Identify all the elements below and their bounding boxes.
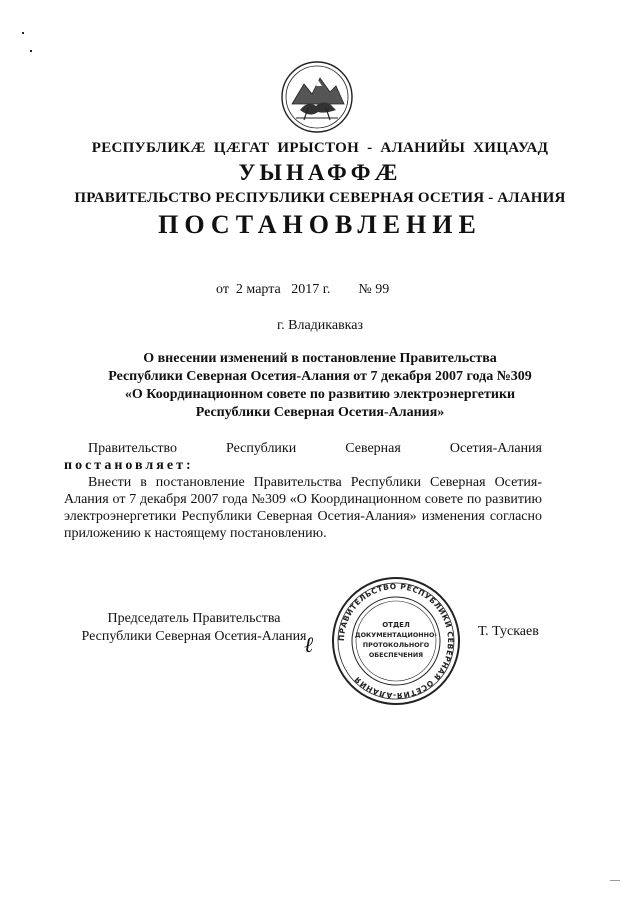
- scan-mark: [610, 880, 620, 881]
- handwritten-signature: ℓ: [304, 633, 314, 658]
- subject-line: Республики Северная Осетия-Алания от 7 декабря 2007 года №309: [108, 369, 532, 384]
- scan-dot: [30, 50, 32, 52]
- stamp-center-text: ПРОТОКОЛЬНОГО: [362, 641, 430, 649]
- signatory-position: [64, 610, 324, 646]
- scan-dot: [22, 32, 24, 34]
- position-line: Республики Северная Осетия-Алания: [81, 629, 307, 644]
- document-date: от 2 марта 2017 г.: [216, 282, 331, 297]
- stamp-center-text: ДОКУМЕНТАЦИОННО-: [354, 631, 438, 639]
- document-subject: [60, 350, 580, 422]
- header-decree-ossetian: УЫНАФФӔ: [238, 160, 402, 185]
- decree-word: постановляет:: [64, 458, 194, 473]
- document-city: г. Владикавказ: [276, 318, 364, 333]
- stamp-outer-text: ПРАВИТЕЛЬСТВО РЕСПУБЛИКИ СЕВЕРНАЯ ОСЕТИЯ-АЛАНИЯ: [336, 581, 456, 701]
- subject-line: О внесении изменений в постановление Правительства: [143, 351, 497, 366]
- stamp-center-text: ОБЕСПЕЧЕНИЯ: [368, 651, 424, 659]
- date-line: [216, 282, 389, 298]
- document-body: [64, 440, 542, 542]
- coat-of-arms-emblem: [278, 60, 356, 134]
- subject-line: Республики Северная Осетия-Алания»: [195, 405, 445, 420]
- position-line: Председатель Правительства: [107, 611, 281, 626]
- header-government-russian: ПРАВИТЕЛЬСТВО РЕСПУБЛИКИ СЕВЕРНАЯ ОСЕТИЯ - АЛАНИЯ: [74, 190, 566, 206]
- body-intro: Правительство Республики Северная Осетия-Алания: [88, 441, 542, 456]
- body-paragraph: Внести в постановление Правительства Республики Северная Осетия-Алания от 7 декабря 2007 года №309 «О Координационном совете по развитию электроэнергетики Республики Северная Осетия-Алания» изменения согласно приложению к настоящему постановлению.: [64, 475, 542, 541]
- document-type-title: ПОСТАНОВЛЕНИЕ: [158, 210, 482, 239]
- document-number: № 99: [358, 282, 390, 297]
- official-stamp: [330, 575, 462, 707]
- signatory-name: Т. Тускаев: [478, 624, 539, 639]
- header-republic-ossetian: РЕСПУБЛИКӔ ЦӔГАТ ИРЫСТОН - АЛАНИЙЫ ХИЦАУАД: [91, 140, 549, 156]
- stamp-center-text: ОТДЕЛ: [382, 621, 410, 629]
- subject-line: «О Координационном совете по развитию электроэнергетики: [124, 387, 516, 402]
